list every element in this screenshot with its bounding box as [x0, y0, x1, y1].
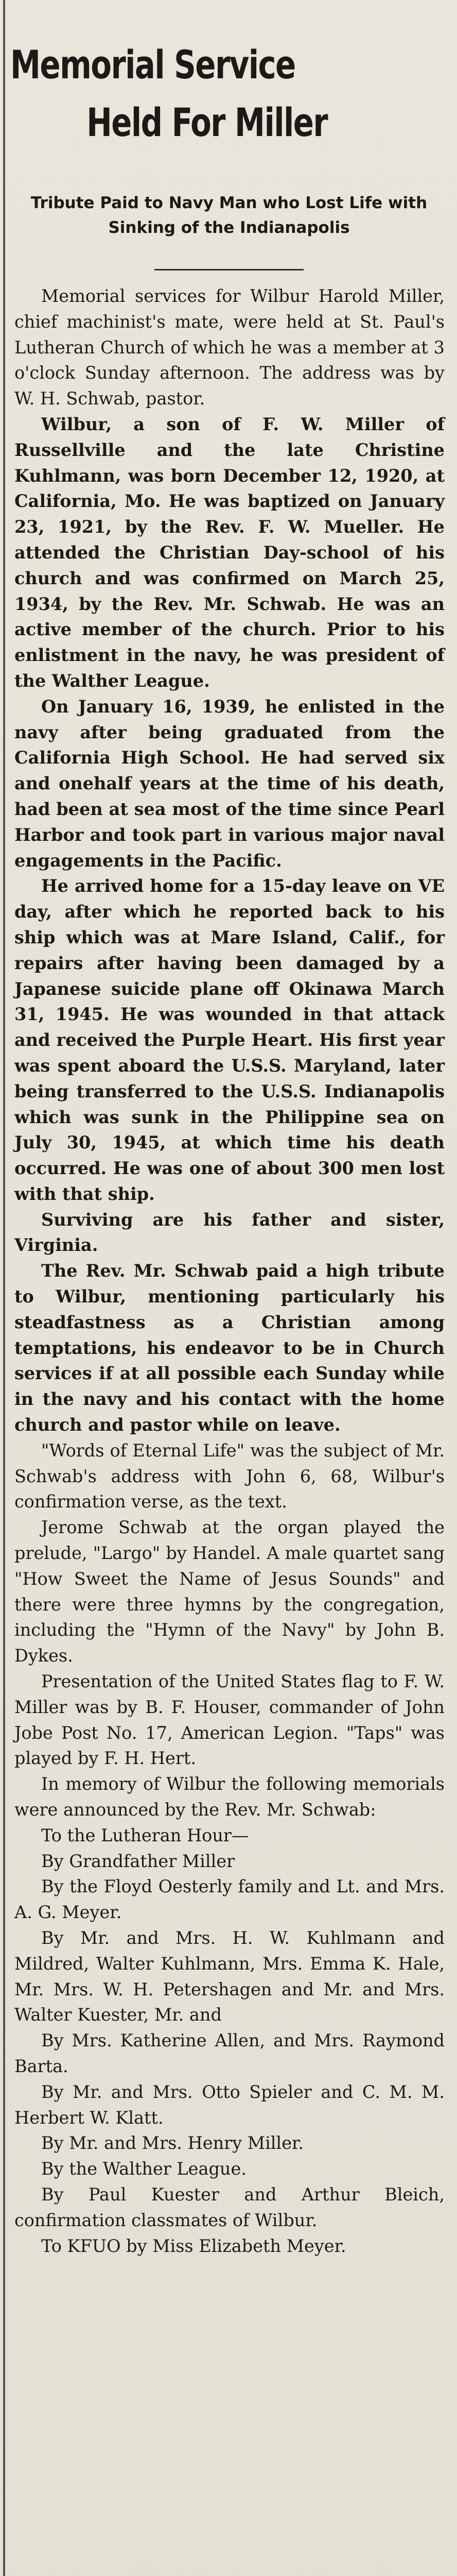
headline-line-2: Held For Miller	[86, 99, 328, 145]
article-body	[14, 283, 445, 2259]
paragraph: Presentation of the United States flag to F. W. Miller was by B. F. Houser, commander of John Jobe Post No. 17, American Legion. "Taps" was played by F. H. Hert.	[14, 1671, 445, 1769]
memorial-item: By Mr. and Mrs. H. W. Kuhlmann and Mildred, Walter Kuhlmann, Mrs. Emma K. Hale, Mr. Mrs. W. H. Petershagen and Mr. and Mrs. Walter Kuester, Mr. and	[14, 1928, 445, 2025]
paragraph: He arrived home for a 15-day leave on VE day, after which he reported back to his ship which was at Mare Island, Calif., for repairs after having been damaged by a Japanese suicide plane off Okinawa March 31, 1945. He was wounded in that attack and received the Purple Heart. His first year was spent aboard the U.S.S. Maryland, later being transferred to the U.S.S. Indianapolis which was sunk in the Philippine sea on July 30, 1945, at which time his death occurred. He was one of about 300 men lost with that ship.	[14, 876, 445, 1204]
headline-line-1: Memorial Service	[10, 42, 295, 88]
subhead-separator	[154, 269, 304, 270]
memorial-item: By Mrs. Katherine Allen, and Mrs. Raymond Barta.	[14, 2030, 445, 2076]
memorial-item: To the Lutheran Hour—	[41, 1825, 249, 1845]
memorial-item: By Paul Kuester and Arthur Bleich, confirmation classmates of Wilbur.	[14, 2184, 445, 2230]
headline	[10, 36, 444, 151]
memorial-item: By Grandfather Miller	[41, 1851, 235, 1871]
memorial-item: To KFUO by Miss Elizabeth Meyer.	[41, 2235, 346, 2256]
memorial-item: By the Floyd Oesterly family and Lt. and Mrs. A. G. Meyer.	[14, 1876, 445, 1923]
subheadline: Tribute Paid to Navy Man who Lost Life with Sinking of the Indianapolis	[30, 194, 428, 237]
memorial-item: By the Walther League.	[41, 2159, 247, 2179]
paragraph: Surviving are his father and sister, Virginia.	[14, 1209, 445, 1256]
paragraph: In memory of Wilbur the following memorials were announced by the Rev. Mr. Schwab:	[14, 1774, 445, 1820]
paragraph: Jerome Schwab at the organ played the prelude, "Largo" by Handel. A male quartet sang "How Sweet the Name of Jesus Sounds" and there were three hymns by the congregation, including the "Hymn of the Navy" by John B. Dykes.	[14, 1517, 445, 1666]
paragraph: Wilbur, a son of F. W. Miller of Russellville and the late Christine Kuhlmann, was born December 12, 1920, at California, Mo. He was baptized on January 23, 1921, by the Rev. F. W. Mueller. He attended the Christian Day-school of his church and was confirmed on March 25, 1934, by the Rev. Mr. Schwab. He was an active member of the church. Prior to his enlistment in the navy, he was president of the Walther League.	[14, 414, 445, 691]
paragraph: Memorial services for Wilbur Harold Miller, chief machinist's mate, were held at St. Paul's Lutheran Church of which he was a member at 3 o'clock Sunday afternoon. The address was by W. H. Schwab, pastor.	[14, 286, 445, 409]
memorial-item: By Mr. and Mrs. Otto Spieler and C. M. M. Herbert W. Klatt.	[14, 2081, 445, 2128]
column-rule	[3, 0, 5, 2576]
paragraph: The Rev. Mr. Schwab paid a high tribute to Wilbur, mentioning particularly his steadfastness as a Christian among temptations, his endeavor to be in Church services if at all possible each Sunday while in the navy and his contact with the home church and pastor while on leave.	[14, 1261, 445, 1435]
paragraph: "Words of Eternal Life" was the subject of Mr. Schwab's address with John 6, 68, Wilbur's confirmation verse, as the text.	[14, 1440, 445, 1512]
paragraph: On January 16, 1939, he enlisted in the navy after being graduated from the California High School. He had served six and onehalf years at the time of his death, had been at sea most of the time since Pearl Harbor and took part in various major naval engagements in the Pacific.	[14, 696, 445, 871]
memorial-item: By Mr. and Mrs. Henry Miller.	[41, 2133, 304, 2154]
